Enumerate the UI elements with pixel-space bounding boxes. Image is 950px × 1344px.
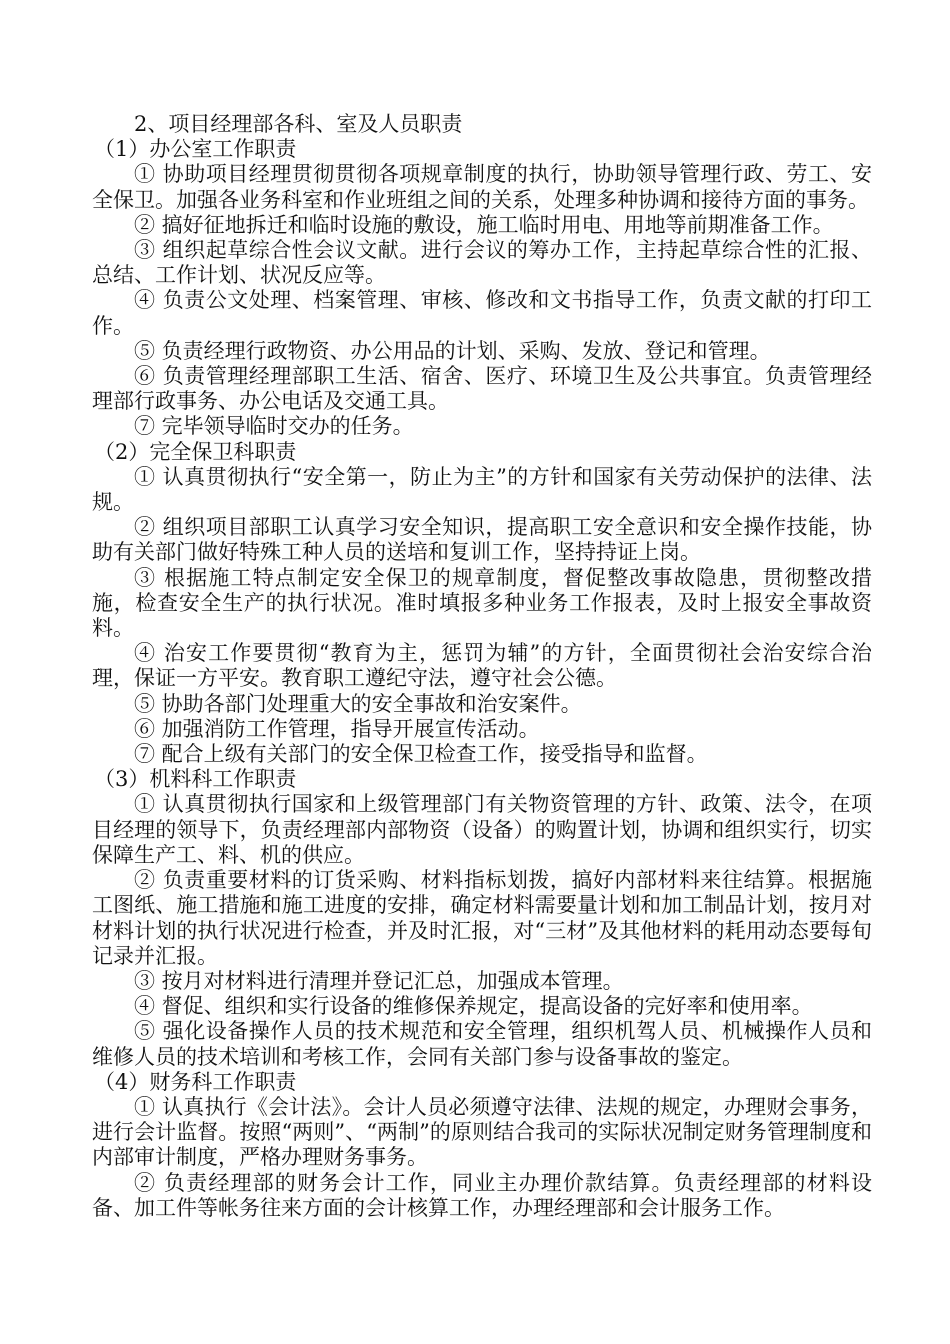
duty-item: ② 负责重要材料的订货采购、材料指标划拨，搞好内部材料来往结算。根据施工图纸、施工措施和施工进度的安排，确定材料需要量计划和加工制品计划，按月对材料计划的执行状况进行检查，并及时汇报，对“三材”及其他材料的耗用动态要每旬记录并汇报。 [92,868,872,968]
section-heading: （3）机料科工作职责 [94,767,297,792]
duty-item: ① 认真贯彻执行国家和上级管理部门有关物资管理的方针、政策、法令，在项目经理的领导下，负责经理部内部物资（设备）的购置计划，协调和组织实行，切实保障生产工、料、机的供应。 [92,792,872,867]
duty-item: ⑤ 强化设备操作人员的技术规范和安全管理，组织机驾人员、机械操作人员和维修人员的技术培训和考核工作，会同有关部门参与设备事故的鉴定。 [92,1019,872,1069]
duty-item: ① 协助项目经理贯彻贯彻各项规章制度的执行，协助领导管理行政、劳工、安全保卫。加强各业务科室和作业班组之间的关系，处理多种协调和接待方面的事务。 [92,162,872,212]
section-heading: （1）办公室工作职责 [94,137,297,162]
duty-item: ⑥ 加强消防工作管理，指导开展宣传活动。 [134,716,540,741]
duty-item: ⑤ 协助各部门处理重大的安全事故和治安案件。 [134,691,582,716]
document-title: 2、项目经理部各科、室及人员职责 [134,112,463,136]
duty-item: ④ 督促、组织和实行设备的维修保养规定，提高设备的完好率和使用率。 [134,994,813,1019]
duty-item: ① 认真贯彻执行“安全第一，防止为主”的方针和国家有关劳动保护的法律、法规。 [92,464,872,515]
section-heading: （4）财务科工作职责 [94,1069,297,1094]
duty-item: ④ 负责公文处理、档案管理、审核、修改和文书指导工作，负责文献的打印工作。 [92,288,872,338]
duty-item: ③ 根据施工特点制定安全保卫的规章制度，督促整改事故隐患，贯彻整改措施，检查安全生产的执行状况。准时填报多种业务工作报表，及时上报安全事故资料。 [92,565,872,641]
duty-item: ② 搞好征地拆迁和临时设施的敷设，施工临时用电、用地等前期准备工作。 [134,212,834,237]
duty-item: ④ 治安工作要贯彻“教育为主，惩罚为辅”的方针，全面贯彻社会治安综合治理，保证一方平安。教育职工遵纪守法，遵守社会公德。 [92,641,872,691]
duty-item: ② 组织项目部职工认真学习安全知识，提高职工安全意识和安全操作技能，协助有关部门做好特殊工种人员的送培和复训工作，坚持持证上岗。 [92,515,872,565]
duty-item: ① 认真执行《会计法》。会计人员必须遵守法律、法规的规定，办理财会事务，进行会计监督。按照“两则”、“两制”的原则结合我司的实际状况制定财务管理制度和内部审计制度，严格办理财务事务。 [92,1094,872,1170]
duty-item: ③ 组织起草综合性会议文献。进行会议的筹办工作，主持起草综合性的汇报、总结、工作计划、状况反应等。 [92,238,872,288]
duty-item: ③ 按月对材料进行清理并登记汇总，加强成本管理。 [134,968,624,993]
duty-item: ② 负责经理部的财务会计工作，同业主办理价款结算。负责经理部的材料设备、加工件等帐务往来方面的会计核算工作，办理经理部和会计服务工作。 [92,1170,872,1220]
duty-item: ⑦ 配合上级有关部门的安全保卫检查工作，接受指导和监督。 [134,742,708,767]
section-materials [92,767,872,1069]
section-security [92,440,872,768]
document-page [92,112,872,1221]
duty-item: ⑦ 完毕领导临时交办的任务。 [134,414,414,439]
section-office [92,137,872,439]
section-heading: （2）完全保卫科职责 [94,439,297,464]
duty-item: ⑥ 负责管理经理部职工生活、宿舍、医疗、环境卫生及公共事宜。负责管理经理部行政事务、办公电话及交通工具。 [92,364,872,414]
duty-item: ⑤ 负责经理行政物资、办公用品的计划、采购、发放、登记和管理。 [134,338,771,363]
section-finance [92,1070,872,1221]
